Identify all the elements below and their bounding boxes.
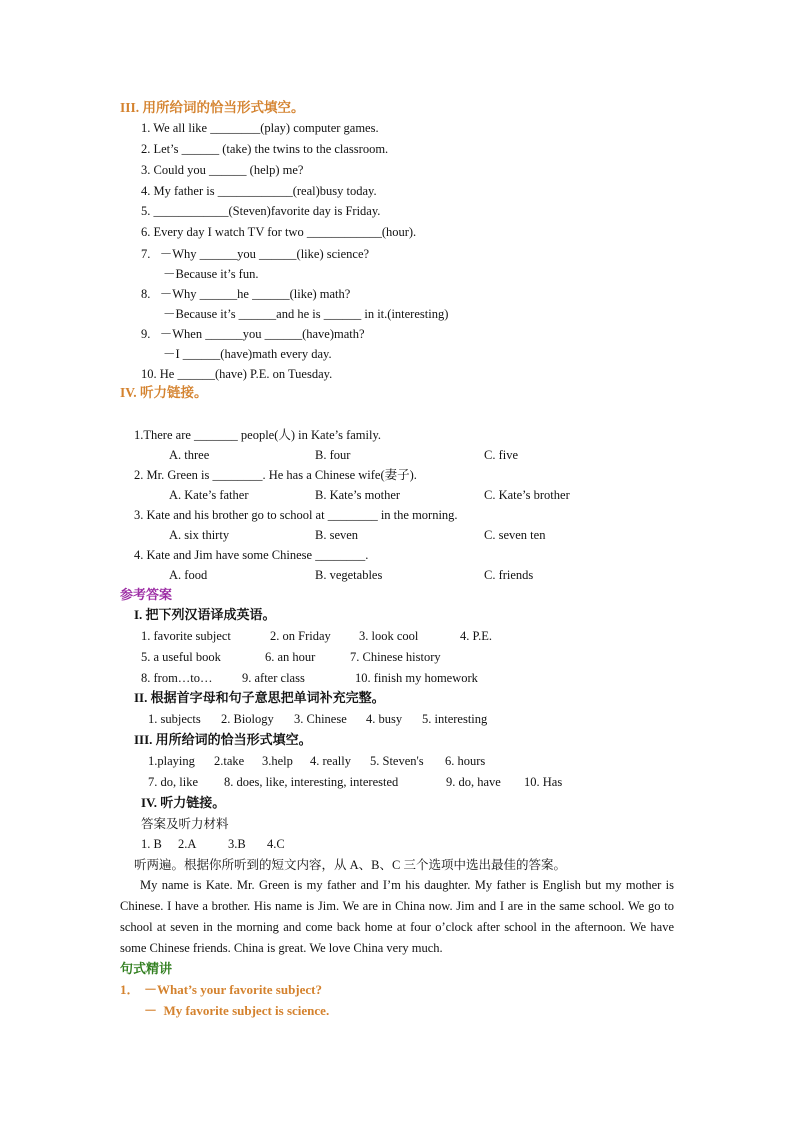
a4-item-2: 2.A xyxy=(178,837,197,851)
grammar-example-answer: － My favorite subject is science. xyxy=(144,1003,330,1018)
a2-item-1: 1. subjects xyxy=(148,712,201,726)
s3-item-6: 6. Every day I watch TV for two ____________(hour). xyxy=(141,225,417,239)
s4-q1-option-b: B. four xyxy=(315,448,351,462)
a2-item-5: 5. interesting xyxy=(422,712,488,726)
s3-item-5: 5. ____________(Steven)favorite day is Friday. xyxy=(141,204,381,218)
a2-item-2: 2. Biology xyxy=(221,712,274,726)
a4-item-1: 1. B xyxy=(141,837,162,851)
s4-q3-option-c: C. seven ten xyxy=(484,528,546,542)
a1-item-10: 10. finish my homework xyxy=(355,671,478,685)
a1-item-3: 3. look cool xyxy=(359,629,419,643)
answers-part3-heading: III. 用所给词的恰当形式填空。 xyxy=(134,732,312,747)
a3-item-2: 2.take xyxy=(214,754,245,768)
section-4-heading: IV. 听力链接。 xyxy=(120,385,208,400)
a3-item-8: 8. does, like, interesting, interested xyxy=(224,775,399,789)
s3-item-2: 2. Let’s ______ (take) the twins to the classroom. xyxy=(141,142,389,156)
s3-item-3: 3. Could you ______ (help) me? xyxy=(141,163,304,177)
s3-item-10: 10. He ______(have) P.E. on Tuesday. xyxy=(141,367,333,381)
s3-item-7: 7. －Why ______you ______(like) science? xyxy=(141,247,370,261)
s4-q2-option-b: B. Kate’s mother xyxy=(315,488,401,502)
s3-item-9: 9. －When ______you ______(have)math? xyxy=(141,327,365,341)
s3-item-9-answer: －I ______(have)math every day. xyxy=(163,347,332,361)
a1-item-5: 5. a useful book xyxy=(141,650,221,664)
listening-passage: My name is Kate. Mr. Green is my father and I’m his daughter. My father is English but my mother is Chinese. I have a brother. His name is Jim. We are in China now. Jim and I are in the same school. We go to school at seven in the morning and come back home at four o’clock after school in the afternoon. We have some Chinese friends. China is great. We love China very much. xyxy=(120,878,674,955)
grammar-number: 1． xyxy=(120,982,140,997)
grammar-heading: 句式精讲 xyxy=(120,961,173,976)
s4-q1-option-c: C. five xyxy=(484,448,519,462)
answers-part1-heading: I. 把下列汉语译成英语。 xyxy=(134,607,276,622)
a3-item-4: 4. really xyxy=(310,754,351,768)
listening-instruction: 听两遍。根据你所听到的短文内容，从 A、B、C 三个选项中选出最佳的答案。 xyxy=(134,858,566,872)
answers-part4-heading: IV. 听力链接。 xyxy=(141,795,226,810)
a1-item-7: 7. Chinese history xyxy=(350,650,441,664)
a1-item-2: 2. on Friday xyxy=(270,629,331,643)
s4-q1-option-a: A. three xyxy=(169,448,210,462)
s3-item-8-answer: －Because it’s ______and he is ______ in it.(interesting) xyxy=(163,307,449,321)
s4-question-4: 4. Kate and Jim have some Chinese ________. xyxy=(134,548,369,562)
a1-item-6: 6. an hour xyxy=(265,650,316,664)
a3-item-10: 10. Has xyxy=(524,775,563,789)
s3-item-1: 1. We all like ________(play) computer games. xyxy=(141,121,379,135)
a2-item-3: 3. Chinese xyxy=(294,712,347,726)
grammar-example-question: －What’s your favorite subject? xyxy=(144,982,323,997)
a4-item-3: 3.B xyxy=(228,837,246,851)
a1-item-8: 8. from…to… xyxy=(141,671,213,685)
answers-heading: 参考答案 xyxy=(120,587,173,602)
a1-item-9: 9. after class xyxy=(242,671,305,685)
s4-q3-option-b: B. seven xyxy=(315,528,359,542)
s4-q2-option-c: C. Kate’s brother xyxy=(484,488,570,502)
a3-item-7: 7. do, like xyxy=(148,775,198,789)
section-3-heading: III. 用所给词的恰当形式填空。 xyxy=(120,100,305,115)
s4-q4-option-c: C. friends xyxy=(484,568,534,582)
a3-item-9: 9. do, have xyxy=(446,775,501,789)
s4-question-1: 1.There are _______ people(人) in Kate’s family. xyxy=(134,428,382,442)
s4-q4-option-a: A. food xyxy=(169,568,208,582)
a2-item-4: 4. busy xyxy=(366,712,403,726)
a4-item-4: 4.C xyxy=(267,837,285,851)
a3-item-6: 6. hours xyxy=(445,754,486,768)
answers-part2-heading: II. 根据首字母和句子意思把单词补充完整。 xyxy=(134,690,385,705)
s4-question-3: 3. Kate and his brother go to school at ________ in the morning. xyxy=(134,508,458,522)
a1-item-4: 4. P.E. xyxy=(460,629,492,643)
s4-question-2: 2. Mr. Green is ________. He has a Chinese wife(妻子). xyxy=(134,468,417,482)
a3-item-1: 1.playing xyxy=(148,754,195,768)
s3-item-4: 4. My father is ____________(real)busy today. xyxy=(141,184,377,198)
answers-part4-subheading: 答案及听力材料 xyxy=(141,817,229,831)
s4-q2-option-a: A. Kate’s father xyxy=(169,488,249,502)
s4-q3-option-a: A. six thirty xyxy=(169,528,230,542)
s4-q4-option-b: B. vegetables xyxy=(315,568,383,582)
s3-item-7-answer: －Because it’s fun. xyxy=(163,267,259,281)
a1-item-1: 1. favorite subject xyxy=(141,629,231,643)
a3-item-3: 3.help xyxy=(262,754,293,768)
s3-item-8: 8. －Why ______he ______(like) math? xyxy=(141,287,351,301)
a3-item-5: 5. Steven's xyxy=(370,754,424,768)
